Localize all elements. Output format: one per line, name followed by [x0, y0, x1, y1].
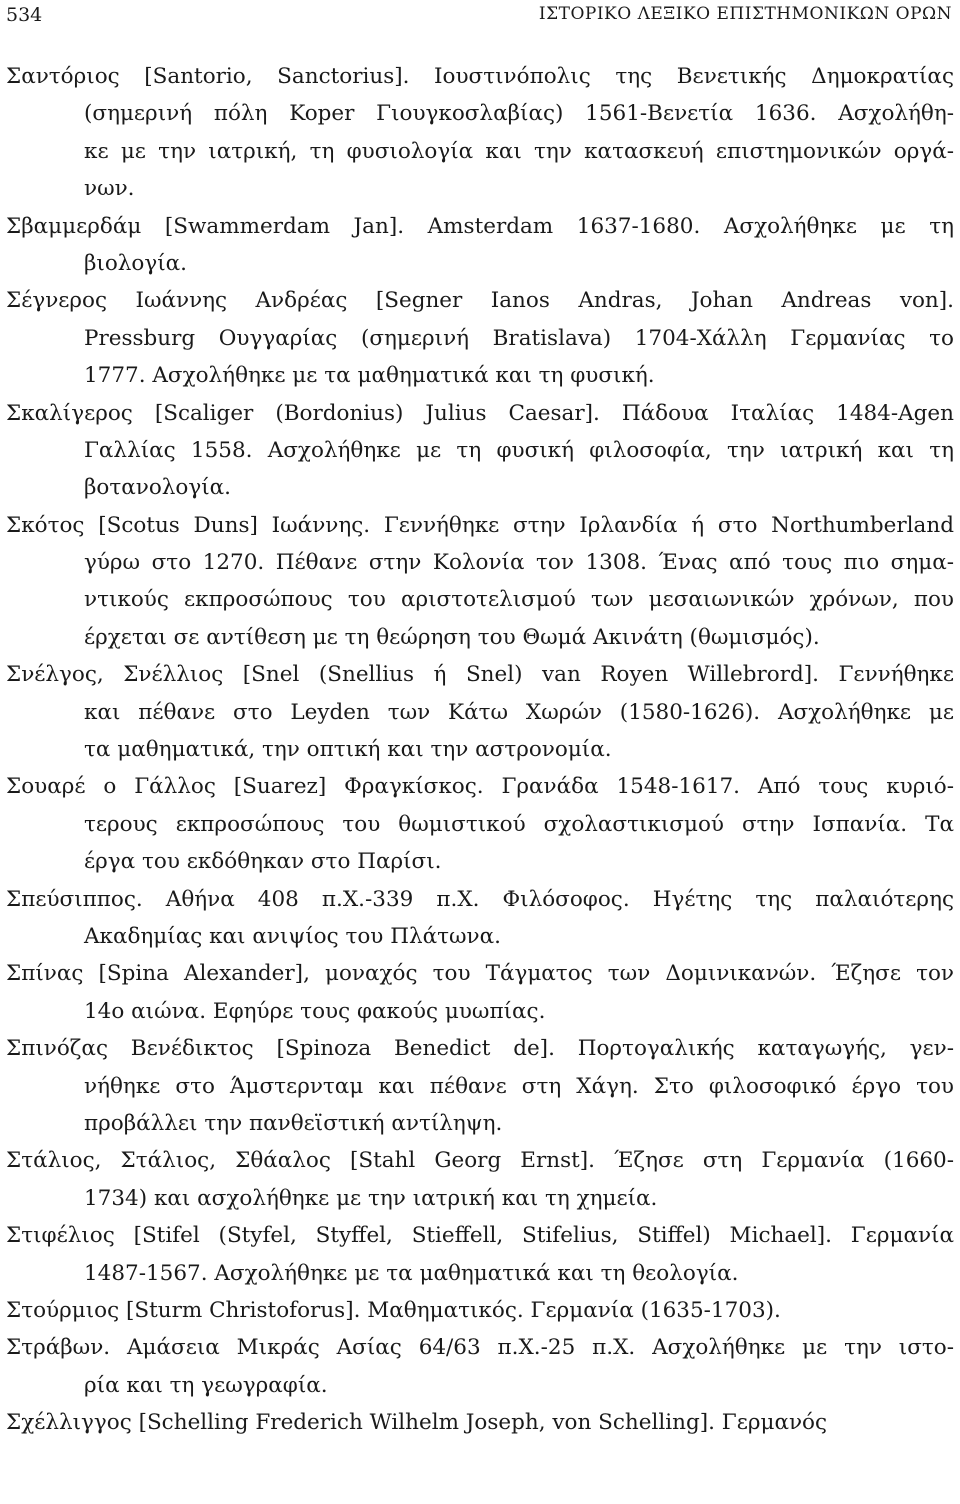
entry-line: Στράβων. Αμάσεια Μικράς Ασίας 64/63 π.Χ.-25 π.Χ. Ασχολήθηκε με την ιστο-: [6, 1335, 954, 1361]
entry-line: Σχέλλιγγος [Schelling Frederich Wilhelm Joseph, von Schelling]. Γερμανός: [6, 1410, 828, 1436]
entry-line: βοτανολογία.: [84, 475, 232, 501]
entry-line: 1777. Ασχολήθηκε με τα μαθηματικά και τη φυσική.: [84, 363, 655, 389]
entry-line: 1487-1567. Ασχολήθηκε με τα μαθηματικά και τη θεολογία.: [84, 1260, 739, 1286]
entry-line: Σκότος [Scotus Duns] Ιωάννης. Γεννήθηκε στην Ιρλανδία ή στο Northumberland: [6, 512, 954, 538]
entry-line: ντικούς εκπροσώπους του αριστοτελισμού των μεσαιωνικών χρόνων, που: [84, 587, 954, 613]
entry-line: Σνέλγος, Σνέλλιος [Snel (Snellius ή Snel) van Royen Willebrord]. Γεννήθηκε: [6, 662, 954, 688]
entry-line: Σαντόριος [Santorio, Sanctorius]. Ιουστινόπολις της Βενετικής Δημοκρατίας: [6, 64, 954, 89]
entry-line: νήθηκε στο Άμστερνταμ και πέθανε στη Χάγη. Στο φιλοσοφικό έργο του: [84, 1073, 954, 1099]
entry-line: Σπεύσιππος. Αθήνα 408 π.Χ.-339 π.Χ. Φιλόσοφος. Ηγέτης της παλαιότερης: [6, 886, 954, 912]
entry-swammerdam: [6, 208, 954, 283]
entry-sturm: [6, 1292, 954, 1329]
entry-line: κε με την ιατρική, τη φυσιολογία και την κατασκευή επιστημονικών οργά-: [84, 138, 954, 164]
entry-line: νων.: [84, 176, 135, 202]
entry-line: Στούρμιος [Sturm Christoforus]. Μαθηματικός. Γερμανία (1635-1703).: [6, 1297, 781, 1323]
entry-line: (σημερινή πόλη Koper Γιουγκοσλαβίας) 1561-Βενετία 1636. Ασχολήθη-: [84, 101, 954, 127]
entry-line: προβάλλει την πανθεϊστική αντίληψη.: [84, 1110, 503, 1136]
entry-santorio: [6, 58, 954, 208]
entry-line: Σπινόζας Βενέδικτος [Spinoza Benedict de]. Πορτογαλικής καταγωγής, γεν-: [6, 1036, 954, 1062]
entry-line: 1734) και ασχολήθηκε με την ιατρική και τη χημεία.: [84, 1185, 658, 1211]
entry-strabo: [6, 1329, 954, 1404]
entry-line: τα μαθηματικά, την οπτική και την αστρονομία.: [84, 737, 612, 763]
entry-line: 14ο αιώνα. Εφηύρε τους φακούς μυωπίας.: [84, 998, 546, 1024]
entry-spinoza: [6, 1030, 954, 1142]
dictionary-entries: [6, 58, 954, 1441]
page-header: [0, 0, 960, 40]
entry-line: τερους εκπροσώπους του θωμιστικού σχολαστικισμού στην Ισπανία. Τα: [84, 811, 954, 837]
entry-line: Σπίνας [Spina Alexander], μοναχός του Τάγματος των Δομινικανών. Έζησε τον: [6, 961, 954, 987]
entry-stifel: [6, 1217, 954, 1292]
entry-line: και πέθανε στο Leyden των Κάτω Χωρών (1580-1626). Ασχολήθηκε με: [84, 699, 954, 725]
entry-suarez: [6, 768, 954, 880]
entry-speusippus: [6, 881, 954, 956]
running-title: ΙΣΤΟΡΙΚΟ ΛΕΞΙΚΟ ΕΠΙΣΤΗΜΟΝΙΚΩΝ ΟΡΩΝ: [538, 4, 952, 24]
entry-segner: [6, 282, 954, 394]
entry-scaliger: [6, 395, 954, 507]
entry-line: Ακαδημίας και ανιψίος του Πλάτωνα.: [84, 923, 501, 949]
entry-line: Στάλιος, Στάλιος, Σθάαλος [Stahl Georg Ernst]. Έζησε στη Γερμανία (1660-: [6, 1148, 954, 1174]
entry-schelling: [6, 1404, 954, 1441]
entry-line: Γαλλίας 1558. Ασχολήθηκε με τη φυσική φιλοσοφία, την ιατρική και τη: [84, 437, 954, 463]
entry-line: Σβαμμερδάμ [Swammerdam Jan]. Amsterdam 1637-1680. Ασχολήθηκε με τη: [6, 213, 954, 239]
entry-line: Σουαρέ ο Γάλλος [Suarez] Φραγκίσκος. Γρανάδα 1548-1617. Από τους κυριό-: [6, 774, 954, 800]
entry-spina: [6, 955, 954, 1030]
entry-scotus: [6, 507, 954, 657]
entry-line: ρία και τη γεωγραφία.: [84, 1372, 328, 1398]
entry-line: Σέγνερος Ιωάννης Ανδρέας [Segner Ianos Andras, Johan Andreas von].: [6, 288, 954, 314]
entry-line: έργα του εκδόθηκαν στο Παρίσι.: [84, 849, 442, 875]
page-number: 534: [6, 4, 43, 26]
entry-line: Στιφέλιος [Stifel (Styfel, Styffel, Stieffell, Stifelius, Stiffel) Michael]. Γερμανία: [6, 1223, 954, 1249]
entry-line: Σκαλίγερος [Scaliger (Bordonius) Julius Caesar]. Πάδουα Ιταλίας 1484-Agen: [6, 400, 954, 426]
entry-line: βιολογία.: [84, 250, 188, 276]
entry-stahl: [6, 1142, 954, 1217]
entry-line: έρχεται σε αντίθεση με τη θεώρηση του Θωμά Ακινάτη (θωμισμός).: [84, 624, 820, 650]
entry-line: Pressburg Ουγγαρίας (σημερινή Bratislava) 1704-Χάλλη Γερμανίας το: [84, 325, 954, 351]
entry-snel: [6, 656, 954, 768]
entry-line: γύρω στο 1270. Πέθανε στην Κολονία τον 1308. Ένας από τους πιο σημα-: [84, 550, 954, 576]
